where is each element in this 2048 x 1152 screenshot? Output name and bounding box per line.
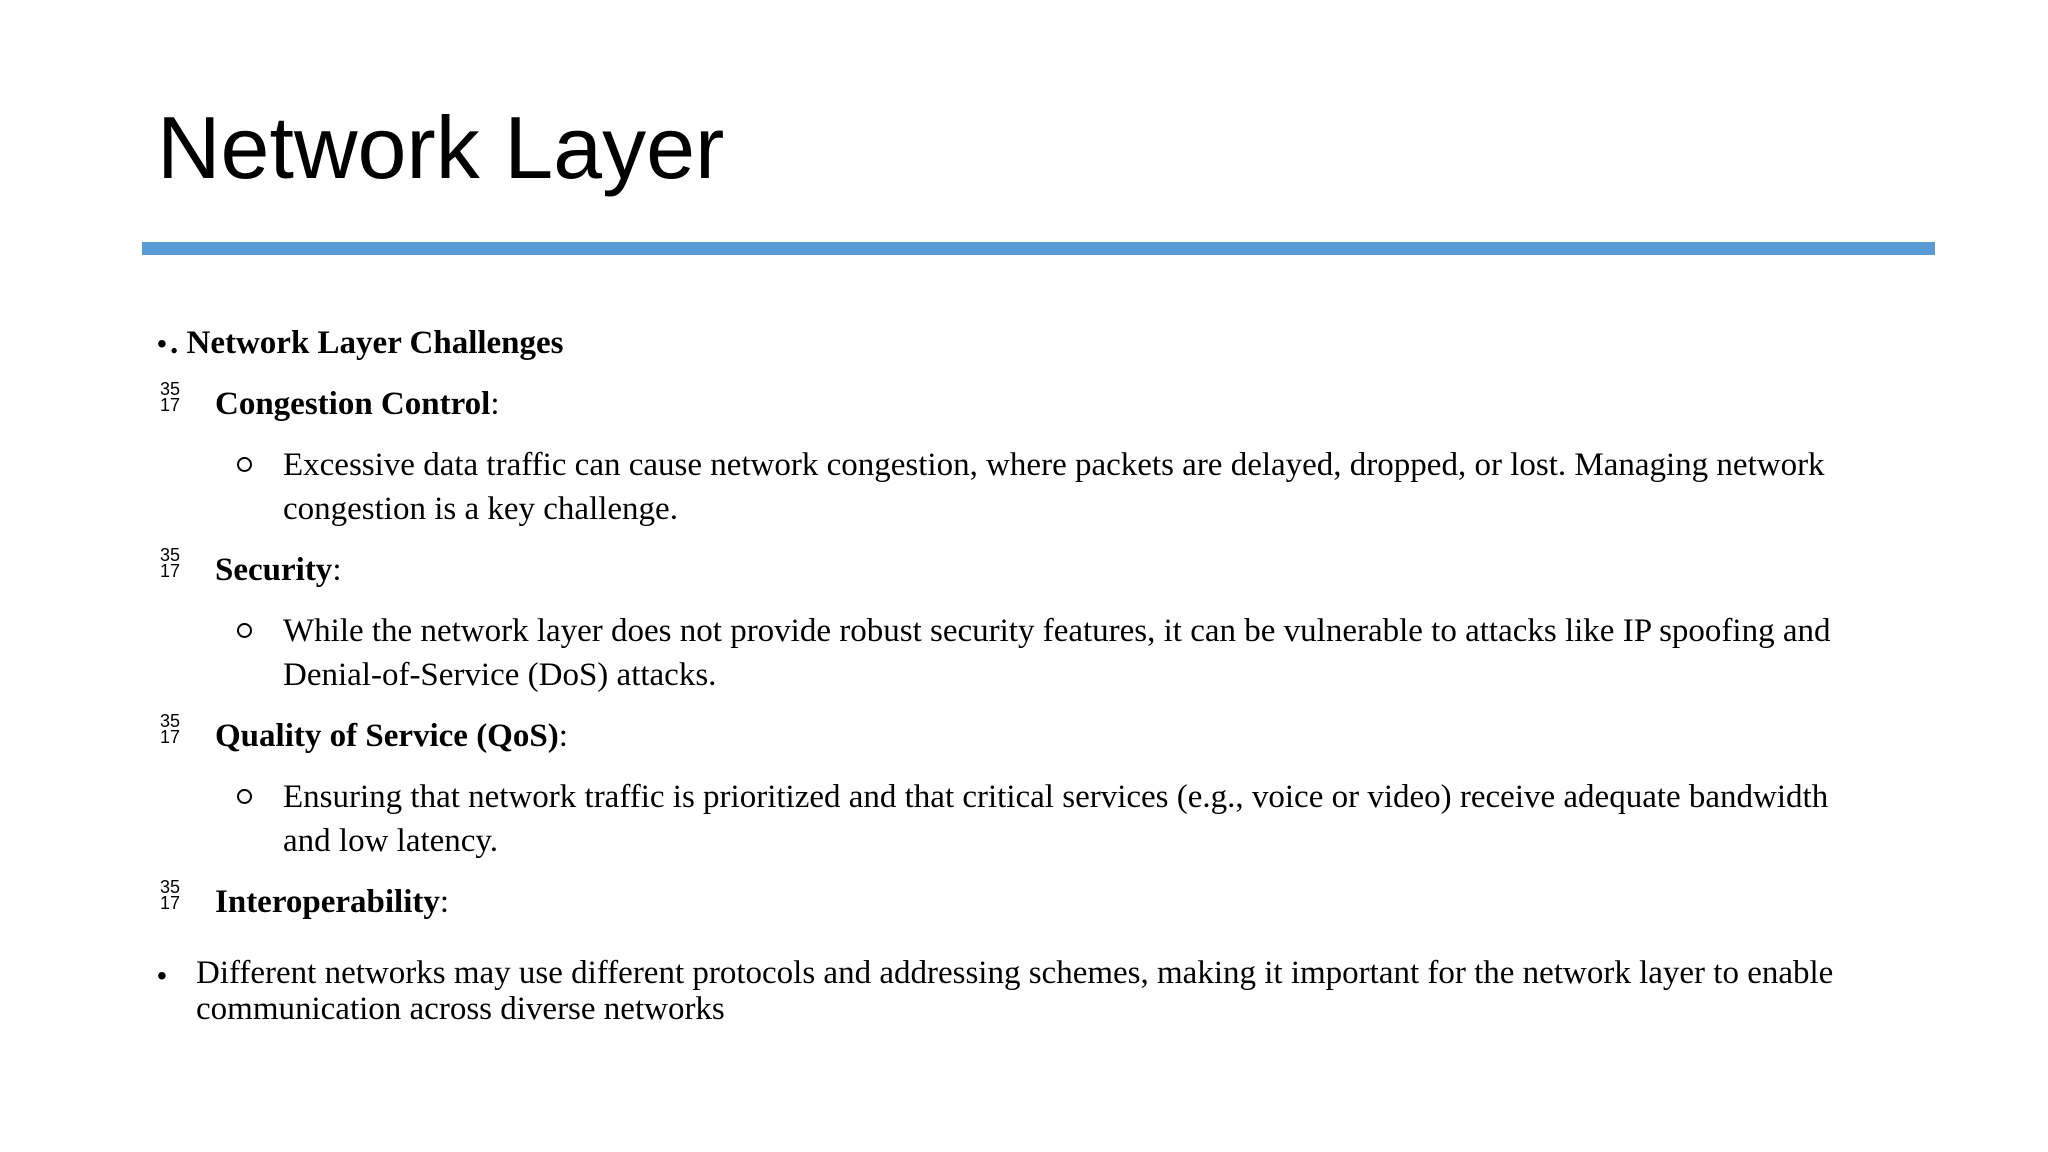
final-bullet-line: Different networks may use different protocols and addressing schemes, making it important for the network layer to enable (196, 955, 1834, 991)
detail-line: Denial-of-Service (DoS) attacks. (283, 657, 717, 693)
item-label-colon: : (558, 718, 568, 754)
item-label: Congestion Control (215, 386, 491, 422)
list-marker-icon: 35 17 (159, 545, 181, 581)
item-label-colon: : (439, 884, 450, 920)
detail-line: Ensuring that network traffic is prioritized and that critical services (e.g., voice or video) receive adequate bandwidth (283, 779, 1829, 815)
list-item-congestion-control (215, 382, 500, 426)
bullet-icon: • (157, 960, 167, 991)
item-label: Interoperability (215, 884, 440, 920)
sub-bullet-icon (237, 789, 252, 804)
detail-line: congestion is a key challenge. (283, 491, 678, 527)
section-heading: . Network Layer Challenges (170, 325, 564, 361)
list-item-interoperability (215, 880, 449, 924)
sub-bullet-icon (237, 457, 252, 472)
title-underline-rule (142, 242, 1935, 255)
list-item-quality-of-service (215, 714, 568, 758)
item-label: Security (215, 552, 333, 588)
heading-bullet-icon: • (157, 328, 167, 359)
detail-line: While the network layer does not provide robust security features, it can be vulnerable to attacks like IP spoofing and (283, 613, 1831, 649)
list-item-security (215, 548, 341, 592)
final-bullet-line: communication across diverse networks (196, 991, 725, 1027)
item-label: Quality of Service (QoS) (215, 718, 559, 754)
list-marker-icon: 35 17 (159, 711, 181, 747)
slide-title: Network Layer (157, 98, 725, 197)
detail-line: Excessive data traffic can cause network congestion, where packets are delayed, dropped, or lost. Managing network (283, 447, 1825, 483)
item-label-colon: : (490, 386, 500, 422)
list-marker-icon: 35 17 (159, 877, 181, 913)
list-marker-icon: 35 17 (159, 379, 181, 415)
detail-line: and low latency. (283, 823, 499, 859)
sub-bullet-icon (237, 623, 252, 638)
item-label-colon: : (332, 552, 342, 588)
